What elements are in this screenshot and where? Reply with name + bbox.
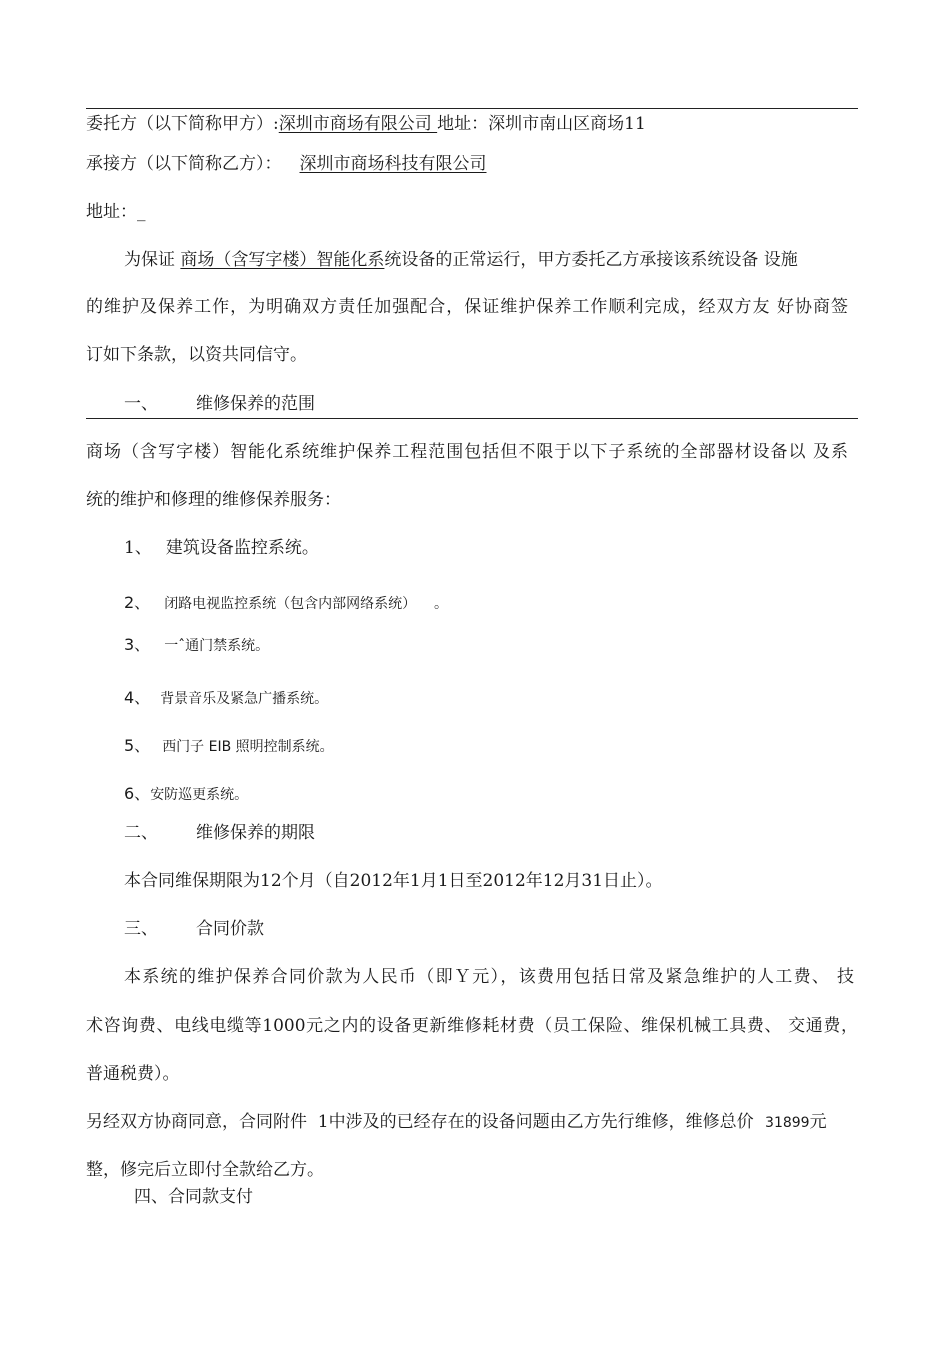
section-3-extra-post: 元 (809, 1112, 827, 1132)
section-3-extra-line-2: 整，修完后立即付全款给乙方。 (86, 1160, 324, 1180)
party-b-label: 承接方（以下简称乙方）： (86, 154, 282, 174)
party-b-name: 深圳市商场科技有限公司 (299, 154, 487, 174)
list-item-number: 3、 (124, 635, 151, 654)
section-1-heading (124, 393, 315, 415)
party-a-label: 委托方（以下简称甲方）: (86, 114, 279, 134)
section-3-number: 三、 (124, 919, 158, 939)
repair-total-amount: 31899 (765, 1115, 810, 1131)
intro-line-1-pre: 为保证 (124, 250, 181, 270)
list-item-text: 背景音乐及紧急广播系统。 (160, 691, 329, 707)
section-1-title: 维修保养的范围 (196, 394, 315, 414)
party-b-address: 地址：_ (86, 202, 146, 222)
list-item-number: 1、 (124, 538, 152, 558)
list-item-text: 西门子 EIB 照明控制系统。 (162, 739, 334, 755)
intro-line-1 (124, 249, 798, 271)
section-1-rule (86, 418, 858, 419)
list-item (124, 592, 448, 615)
list-item-text: 一ˆ通门禁系统。 (164, 638, 270, 654)
section-3-extra-line-1 (86, 1111, 827, 1134)
section-3-body-line-1: 本系统的维护保养合同价款为人民币（即Ｙ元），该费用包括日常及紧急维护的人工费、 技 (124, 967, 854, 987)
list-item (124, 537, 319, 559)
section-1-body-line-2: 统的维护和修理的维修保养服务： (86, 490, 341, 510)
top-rule (86, 108, 858, 109)
section-3-title: 合同价款 (196, 919, 264, 939)
party-a-name: 深圳市商场有限公司 (278, 114, 438, 134)
section-3-extra-pre: 另经双方协商同意，合同附件 1中涉及的已经存在的设备问题由乙方先行维修，维修总价 (86, 1112, 760, 1132)
list-item-number: 5、 (124, 736, 151, 755)
section-3-heading (124, 918, 264, 940)
intro-system-name: 商场（含写字楼）智能化系 (180, 250, 385, 270)
section-3-body-line-3: 普通税费）。 (86, 1064, 180, 1084)
party-a-address: 地址：深圳市南山区商场11 (437, 114, 646, 134)
party-b-line (86, 153, 487, 175)
list-item-text: 安防巡更系统。 (150, 787, 249, 803)
section-2-number: 二、 (124, 823, 158, 843)
section-3-body-line-2: 术咨询费、电线电缆等1000元之内的设备更新维修耗材费（员工保险、维保机械工具费、 交通费， (86, 1016, 858, 1036)
list-item (124, 735, 334, 758)
intro-line-2: 的维护及保养工作，为明确双方责任加强配合，保证维护保养工作顺利完成，经双方友 好协商签 (86, 297, 848, 317)
section-1-number: 一、 (124, 394, 158, 414)
section-2-body: 本合同维保期限为12个月（自2012年1月1日至2012年12月31日止）。 (124, 871, 663, 891)
section-2-title: 维修保养的期限 (196, 823, 315, 843)
list-item (124, 634, 269, 657)
intro-line-1-post: 统设备的正常运行，甲方委托乙方承接该系统设备 设施 (384, 250, 798, 270)
list-item (124, 783, 248, 806)
intro-line-3: 订如下条款，以资共同信守。 (86, 345, 307, 365)
list-item-text: 闭路电视监控系统（包含内部网络系统） 。 (164, 596, 448, 612)
list-item-text: 建筑设备监控系统。 (165, 538, 319, 558)
section-2-heading (124, 822, 315, 844)
list-item-number: 2、 (124, 593, 151, 612)
section-4-heading: 四、合同款支付 (134, 1187, 253, 1207)
list-item-number: 6、 (124, 784, 151, 803)
list-item (124, 687, 328, 710)
section-1-body-line-1: 商场（含写字楼）智能化系统维护保养工程范围包括但不限于以下子系统的全部器材设备以 及系 (86, 442, 848, 462)
list-item-number: 4、 (124, 688, 151, 707)
party-a-line (86, 113, 646, 135)
